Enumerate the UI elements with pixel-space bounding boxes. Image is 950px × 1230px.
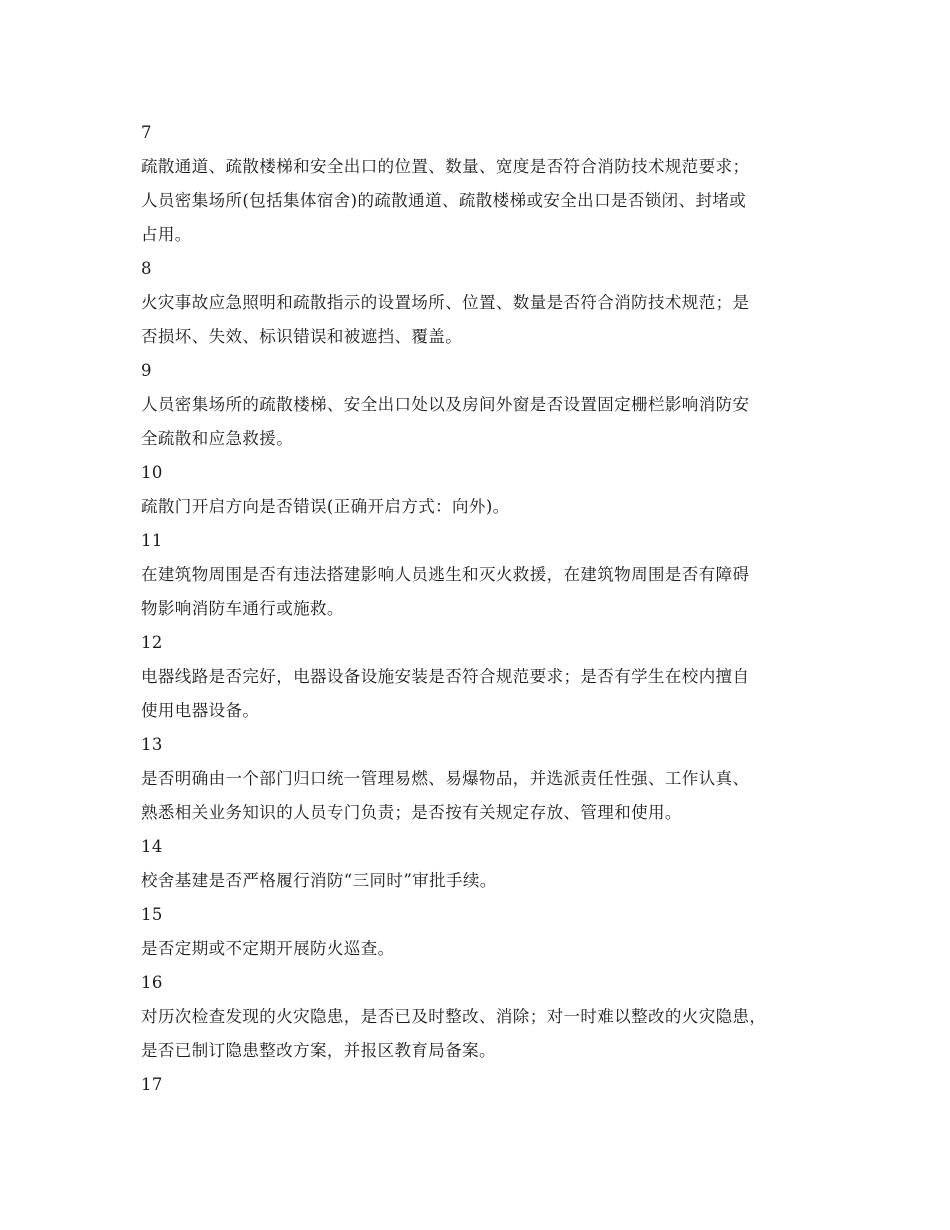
item-15-text-line-1: 是否定期或不定期开展防火巡查。 <box>141 939 395 958</box>
item-number-9: 9 <box>141 361 152 380</box>
item-number-14: 14 <box>141 837 163 856</box>
item-8-text-line-1: 火灾事故应急照明和疏散指示的设置场所、位置、数量是否符合消防技术规范；是 <box>141 293 750 312</box>
item-number-10: 10 <box>141 463 163 482</box>
item-7-text-line-2: 人员密集场所(包括集体宿舍)的疏散通道、疏散楼梯或安全出口是否锁闭、封堵或 <box>141 191 747 210</box>
item-8-text-line-2: 否损坏、失效、标识错误和被遮挡、覆盖。 <box>141 327 463 346</box>
item-11-text-line-2: 物影响消防车通行或施救。 <box>141 599 344 618</box>
item-number-17: 17 <box>141 1075 163 1094</box>
item-number-12: 12 <box>141 633 163 652</box>
item-7-text-line-1: 疏散通道、疏散楼梯和安全出口的位置、数量、宽度是否符合消防技术规范要求； <box>141 157 750 176</box>
item-10-text-line-1: 疏散门开启方向是否错误(正确开启方式：向外)。 <box>141 497 510 516</box>
item-16-text-line-2: 是否已制订隐患整改方案，并报区教育局备案。 <box>141 1041 496 1060</box>
item-number-8: 8 <box>141 259 152 278</box>
item-number-11: 11 <box>141 531 163 550</box>
item-12-text-line-2: 使用电器设备。 <box>141 701 260 720</box>
item-13-text-line-2: 熟悉相关业务知识的人员专门负责；是否按有关规定存放、管理和使用。 <box>141 803 682 822</box>
item-number-13: 13 <box>141 735 163 754</box>
item-16-text-line-1: 对历次检查发现的火灾隐患，是否已及时整改、消除；对一时难以整改的火灾隐患， <box>141 1007 767 1026</box>
item-11-text-line-1: 在建筑物周围是否有违法搭建影响人员逃生和灭火救援，在建筑物周围是否有障碍 <box>141 565 750 584</box>
item-14-text-line-1: 校舍基建是否严格履行消防“三同时”审批手续。 <box>141 871 497 890</box>
item-number-7: 7 <box>141 123 152 142</box>
document-body <box>141 116 841 1102</box>
item-13-text-line-1: 是否明确由一个部门归口统一管理易燃、易爆物品，并选派责任性强、工作认真、 <box>141 769 750 788</box>
item-7-text-line-3: 占用。 <box>141 225 192 244</box>
item-9-text-line-1: 人员密集场所的疏散楼梯、安全出口处以及房间外窗是否设置固定栅栏影响消防安 <box>141 395 750 414</box>
item-number-16: 16 <box>141 973 163 992</box>
item-number-15: 15 <box>141 905 163 924</box>
item-12-text-line-1: 电器线路是否完好，电器设备设施安装是否符合规范要求；是否有学生在校内擅自 <box>141 667 750 686</box>
item-9-text-line-2: 全疏散和应急救援。 <box>141 429 294 448</box>
